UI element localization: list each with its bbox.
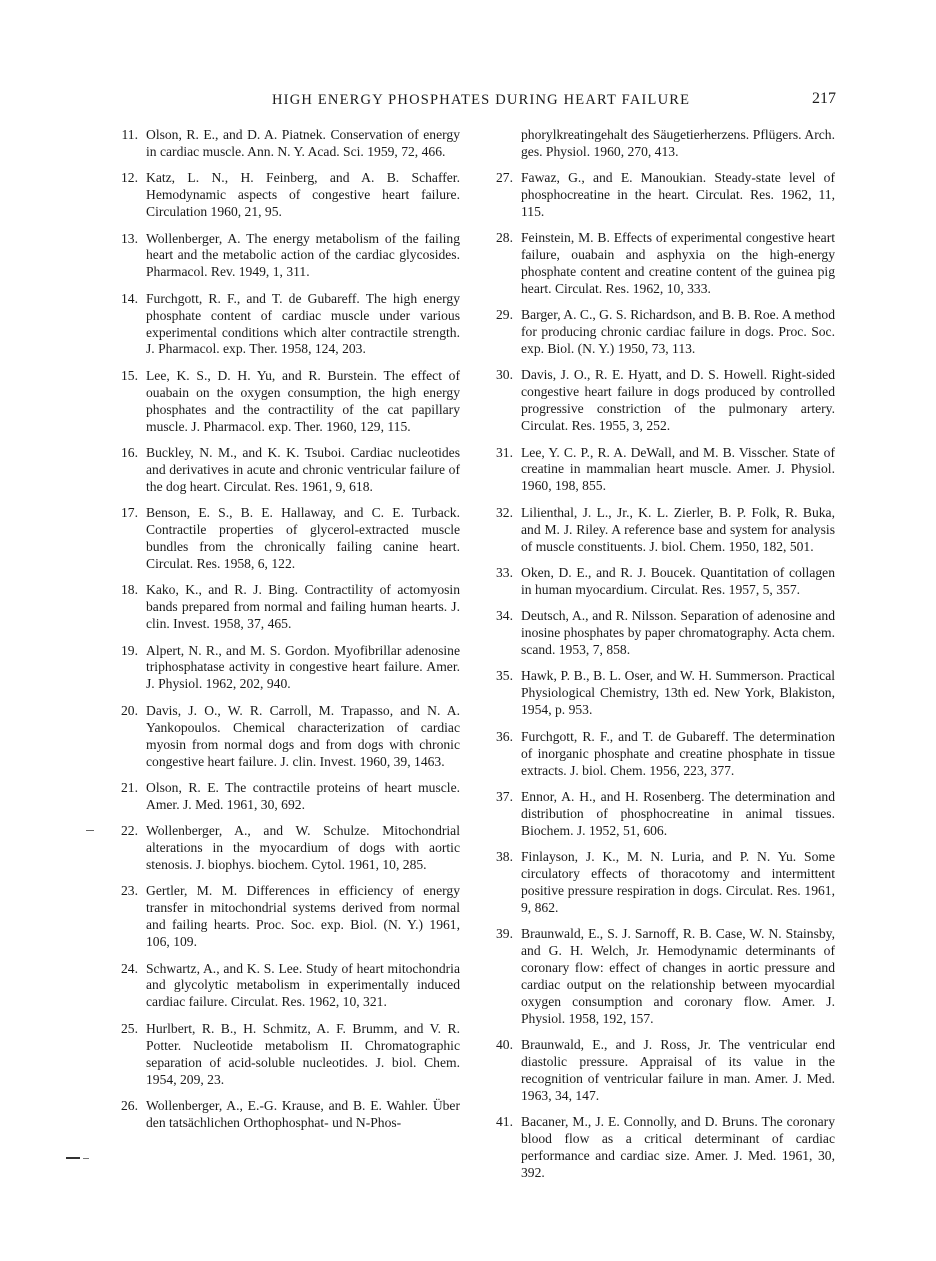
reference-text: Bacaner, M., J. E. Connolly, and D. Bruns. The coronary blood flow as a critical determinant of cardiac performance and cardiac size. Amer. J. Med. 1961, 30, 392. [521, 1114, 835, 1181]
reference-number: 32. [496, 504, 513, 520]
reference-text: Buckley, N. M., and K. K. Tsuboi. Cardiac nucleotides and derivatives in acute and chronic ventricular failure of the dog heart. Circulat. Res. 1961, 9, 618. [146, 445, 460, 494]
reference-item [102, 643, 460, 694]
reference-text: Davis, J. O., W. R. Carroll, M. Trapasso, and N. A. Yankopoulos. Chemical characterization of cardiac myosin from normal dogs and from dogs with chronic congestive heart failure. J. clin. Invest. 1960, 39, 1463. [146, 702, 460, 769]
reference-item [477, 668, 835, 719]
reference-number: 25. [121, 1020, 138, 1036]
reference-text: Braunwald, E., and J. Ross, Jr. The ventricular end diastolic pressure. Appraisal of its value in the recognition of ventricular failure in man. Amer. J. Med. 1963, 34, 147. [521, 1037, 835, 1103]
reference-number: 31. [496, 444, 513, 460]
reference-number: 11. [121, 127, 138, 142]
reference-text: Fawaz, G., and E. Manoukian. Steady-state level of phosphocreatine in the heart. Circulat. Res. 1962, 11, 115. [521, 169, 835, 219]
reference-item [477, 1037, 835, 1105]
reference-number: 12. [121, 170, 138, 186]
reference-number: 29. [496, 307, 513, 323]
reference-number: 19. [121, 642, 138, 658]
reference-item [477, 170, 835, 221]
reference-number: 40. [496, 1037, 513, 1053]
reference-number: 16. [121, 445, 138, 460]
reference-text: Olson, R. E., and D. A. Piatnek. Conservation of energy in cardiac muscle. Ann. N. Y. Acad. Sci. 1959, 72, 466. [146, 127, 460, 159]
reference-item [102, 1021, 460, 1089]
reference-text: Finlayson, J. K., M. N. Luria, and P. N. Yu. Some circulatory effects of thoracotomy and intermittent positive pressure respiration in dogs. Circulat. Res. 1961, 9, 862. [521, 849, 835, 915]
reference-item [102, 961, 460, 1012]
reference-item [102, 1098, 460, 1132]
reference-number: 35. [496, 668, 513, 684]
reference-text: Furchgott, R. F., and T. de Gubareff. The determination of inorganic phosphate and creatine phosphate in tissue extracts. J. biol. Chem. 1956, 223, 377. [521, 728, 835, 778]
reference-item [477, 1114, 835, 1182]
reference-number: 28. [496, 230, 513, 246]
reference-number: 20. [121, 702, 138, 718]
printer-mark [66, 1155, 90, 1161]
reference-number: 18. [121, 582, 138, 598]
reference-number: 36. [496, 728, 513, 744]
reference-text: Alpert, N. R., and M. S. Gordon. Myofibrillar adenosine triphosphatase activity in congestive heart failure. Amer. J. Physiol. 1962, 202, 940. [146, 642, 460, 692]
reference-item [477, 307, 835, 358]
page-header [0, 92, 936, 114]
reference-text: Braunwald, E., S. J. Sarnoff, R. B. Case, W. N. Stainsby, and G. H. Welch, Jr. Hemodynamic determinants of coronary flow: effect of changes in aortic pressure and cardiac output on the relationship between myocardial oxygen consumption and coronary flow. Amer. J. Physiol. 1958, 192, 157. [521, 926, 835, 1026]
reference-item [102, 582, 460, 633]
reference-text: Olson, R. E. The contractile proteins of heart muscle. Amer. J. Med. 1961, 30, 692. [146, 779, 460, 812]
reference-text: Furchgott, R. F., and T. de Gubareff. The high energy phosphate content of cardiac muscle under various experimental conditions which alter contractile strength. J. Pharmacol. exp. Ther. 1958, 124, 203. [146, 290, 460, 357]
reference-text: Lilienthal, J. L., Jr., K. L. Zierler, B. P. Folk, R. Buka, and M. J. Riley. A reference base and system for analysis of muscle constituents. J. biol. Chem. 1950, 182, 501. [521, 504, 835, 554]
running-title: HIGH ENERGY PHOSPHATES DURING HEART FAILURE [272, 92, 691, 108]
reference-item [477, 565, 835, 599]
reference-number: 37. [496, 788, 513, 804]
reference-text: Wollenberger, A. The energy metabolism of the failing heart and the metabolic action of the cardiac glycosides. Pharmacol. Rev. 1949, 1, 311. [146, 230, 460, 280]
reference-item [477, 729, 835, 780]
reference-number: 27. [496, 169, 513, 185]
reference-text: Schwartz, A., and K. S. Lee. Study of heart mitochondria and glycolytic metabolism in experimentally induced cardiac failure. Circulat. Res. 1962, 10, 321. [146, 960, 460, 1010]
reference-item [102, 368, 460, 436]
reference-number: 17. [121, 505, 138, 521]
margin-tick-mark [86, 830, 94, 831]
reference-item [477, 608, 835, 659]
references-left-column [102, 127, 460, 1141]
references-right-column [477, 127, 835, 1191]
reference-item [102, 170, 460, 221]
reference-item [102, 703, 460, 771]
reference-item [477, 926, 835, 1027]
reference-text: Hurlbert, R. B., H. Schmitz, A. F. Brumm, and V. R. Potter. Nucleotide metabolism II. Chromatographic separation of acid-soluble nucleotides. J. biol. Chem. 1954, 209, 23. [146, 1020, 460, 1087]
reference-number: 38. [496, 849, 513, 865]
reference-item [102, 291, 460, 359]
reference-item [102, 505, 460, 573]
reference-item [477, 849, 835, 917]
reference-item [477, 505, 835, 556]
reference-number: 23. [121, 883, 138, 899]
reference-text: Lee, K. S., D. H. Yu, and R. Burstein. The effect of ouabain on the oxygen consumption, the high energy phosphates and the contractility of the cat papillary muscle. J. Pharmacol. exp. Ther. 1960, 129, 115. [146, 367, 460, 434]
reference-number: 39. [496, 926, 513, 942]
reference-text: Gertler, M. M. Differences in efficiency of energy transfer in mitochondrial systems derived from normal and failing hearts. Proc. Soc. exp. Biol. (N. Y.) 1961, 106, 109. [146, 883, 460, 950]
reference-item [102, 883, 460, 951]
reference-text: Wollenberger, A., and W. Schulze. Mitochondrial alterations in the myocardium of dogs with aortic stenosis. J. biophys. biochem. Cytol. 1961, 10, 285. [146, 823, 460, 873]
page-number: 217 [812, 90, 836, 107]
reference-text: Lee, Y. C. P., R. A. DeWall, and M. B. Visscher. State of creatine in mammalian heart muscle. Amer. J. Physiol. 1960, 198, 855. [521, 444, 835, 494]
reference-number: 30. [496, 367, 513, 383]
reference-item [102, 780, 460, 814]
reference-item [102, 445, 460, 496]
reference-text: Wollenberger, A., E.-G. Krause, and B. E. Wahler. Über den tatsächlichen Orthophosphat- und N-Phos- [146, 1097, 460, 1130]
reference-item [102, 231, 460, 282]
reference-item [477, 789, 835, 840]
reference-number: 15. [121, 367, 138, 383]
reference-number: 26. [121, 1097, 138, 1113]
reference-text: Kako, K., and R. J. Bing. Contractility of actomyosin bands prepared from normal and failing human hearts. J. clin. Invest. 1958, 37, 465. [146, 582, 460, 632]
reference-text: Oken, D. E., and R. J. Boucek. Quantitation of collagen in human myocardium. Circulat. Res. 1957, 5, 357. [521, 564, 835, 597]
reference-text: Benson, E. S., B. E. Hallaway, and C. E. Turback. Contractile properties of glycerol-extracted muscle bundles from the chronically failing canine heart. Circulat. Res. 1958, 6, 122. [146, 505, 460, 571]
reference-text: Deutsch, A., and R. Nilsson. Separation of adenosine and inosine phosphates by paper chromatography. Acta chem. scand. 1953, 7, 858. [521, 608, 835, 658]
reference-item [477, 367, 835, 435]
reference-number: 41. [496, 1114, 513, 1130]
reference-number: 33. [496, 564, 513, 580]
reference-item [102, 127, 460, 161]
reference-item [477, 230, 835, 298]
reference-text: Feinstein, M. B. Effects of experimental congestive heart failure, ouabain and asphyxia on the high-energy phosphate content and creatine content of the guinea pig heart. Circulat. Res. 1962, 10, 333. [521, 230, 835, 296]
reference-continuation: phorylkreatingehalt des Säugetierherzens. Pflügers. Arch. ges. Physiol. 1960, 270, 413. [521, 127, 835, 159]
reference-number: 13. [121, 230, 138, 246]
reference-text: Hawk, P. B., B. L. Oser, and W. H. Summerson. Practical Physiological Chemistry, 13th ed. New York, Blakiston, 1954, p. 953. [521, 668, 835, 718]
reference-number: 14. [121, 290, 138, 306]
reference-text: Ennor, A. H., and H. Rosenberg. The determination and distribution of phosphocreatine in animal tissues. Biochem. J. 1952, 51, 606. [521, 788, 835, 838]
reference-item [102, 823, 460, 874]
reference-number: 34. [496, 608, 513, 624]
reference-number: 24. [121, 960, 138, 976]
reference-text: Davis, J. O., R. E. Hyatt, and D. S. Howell. Right-sided congestive heart failure in dogs produced by controlled progressive constriction of the pulmonary artery. Circulat. Res. 1955, 3, 252. [521, 367, 835, 434]
reference-text: Katz, L. N., H. Feinberg, and A. B. Schaffer. Hemodynamic aspects of congestive heart failure. Circulation 1960, 21, 95. [146, 170, 460, 220]
reference-item [477, 445, 835, 496]
reference-number: 21. [121, 779, 138, 795]
reference-number: 22. [121, 823, 138, 839]
reference-text: Barger, A. C., G. S. Richardson, and B. B. Roe. A method for producing chronic cardiac failure in dogs. Proc. Soc. exp. Biol. (N. Y.) 1950, 73, 113. [521, 307, 835, 356]
